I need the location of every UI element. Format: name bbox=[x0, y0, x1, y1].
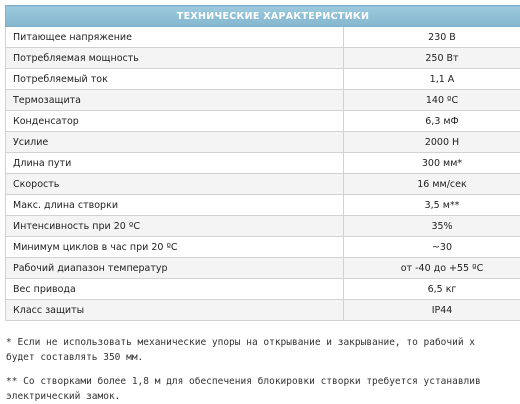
table-row bbox=[6, 300, 520, 321]
specifications-table bbox=[5, 5, 520, 321]
footnote-line: электрический замок. bbox=[6, 391, 121, 402]
footnotes bbox=[6, 335, 520, 404]
table-row bbox=[6, 153, 520, 174]
table-title: ТЕХНИЧЕСКИЕ ХАРАКТЕРИСТИКИ bbox=[6, 6, 520, 27]
spec-value: 16 мм/сек bbox=[344, 174, 520, 195]
spec-value: 140 ºС bbox=[344, 90, 520, 111]
table-header-row bbox=[6, 6, 520, 27]
spec-name: Термозащита bbox=[6, 90, 344, 111]
table-body bbox=[6, 27, 520, 321]
table-row bbox=[6, 258, 520, 279]
table-row bbox=[6, 111, 520, 132]
spec-value: IP44 bbox=[344, 300, 520, 321]
spec-name: Питающее напряжение bbox=[6, 27, 344, 48]
spec-value: 250 Вт bbox=[344, 48, 520, 69]
table-row bbox=[6, 216, 520, 237]
spec-name: Конденсатор bbox=[6, 111, 344, 132]
table-row bbox=[6, 69, 520, 90]
spec-value: 3,5 м** bbox=[344, 195, 520, 216]
footnote-sash-length bbox=[6, 374, 520, 404]
spec-name: Класс защиты bbox=[6, 300, 344, 321]
footnote-line: будет составлять 350 мм. bbox=[6, 352, 144, 363]
spec-value: 6,5 кг bbox=[344, 279, 520, 300]
spec-name: Потребляемая мощность bbox=[6, 48, 344, 69]
footnote-travel-length bbox=[6, 335, 520, 365]
spec-value: от -40 до +55 ºС bbox=[344, 258, 520, 279]
table-row bbox=[6, 90, 520, 111]
spec-value: 2000 Н bbox=[344, 132, 520, 153]
footnote-line: ** Со створками более 1,8 м для обеспечения блокировки створки требуется устанавлив bbox=[6, 376, 481, 387]
table-row bbox=[6, 195, 520, 216]
spec-value: 300 мм* bbox=[344, 153, 520, 174]
spec-name: Потребляемый ток bbox=[6, 69, 344, 90]
spec-name: Усилие bbox=[6, 132, 344, 153]
spec-name: Интенсивность при 20 ºС bbox=[6, 216, 344, 237]
spec-name: Вес привода bbox=[6, 279, 344, 300]
spec-name: Скорость bbox=[6, 174, 344, 195]
table-row bbox=[6, 27, 520, 48]
footnote-line: * Если не использовать механические упоры на открывание и закрывание, то рабочий х bbox=[6, 337, 475, 348]
table-row bbox=[6, 279, 520, 300]
table-row bbox=[6, 237, 520, 258]
spec-name: Длина пути bbox=[6, 153, 344, 174]
spec-name: Рабочий диапазон температур bbox=[6, 258, 344, 279]
spec-value: 1,1 А bbox=[344, 69, 520, 90]
table-row bbox=[6, 132, 520, 153]
spec-value: 230 В bbox=[344, 27, 520, 48]
spec-name: Макс. длина створки bbox=[6, 195, 344, 216]
spec-value: 6,3 мФ bbox=[344, 111, 520, 132]
table-row bbox=[6, 174, 520, 195]
spec-value: ~30 bbox=[344, 237, 520, 258]
spec-value: 35% bbox=[344, 216, 520, 237]
spec-name: Минимум циклов в час при 20 ºС bbox=[6, 237, 344, 258]
table-row bbox=[6, 48, 520, 69]
